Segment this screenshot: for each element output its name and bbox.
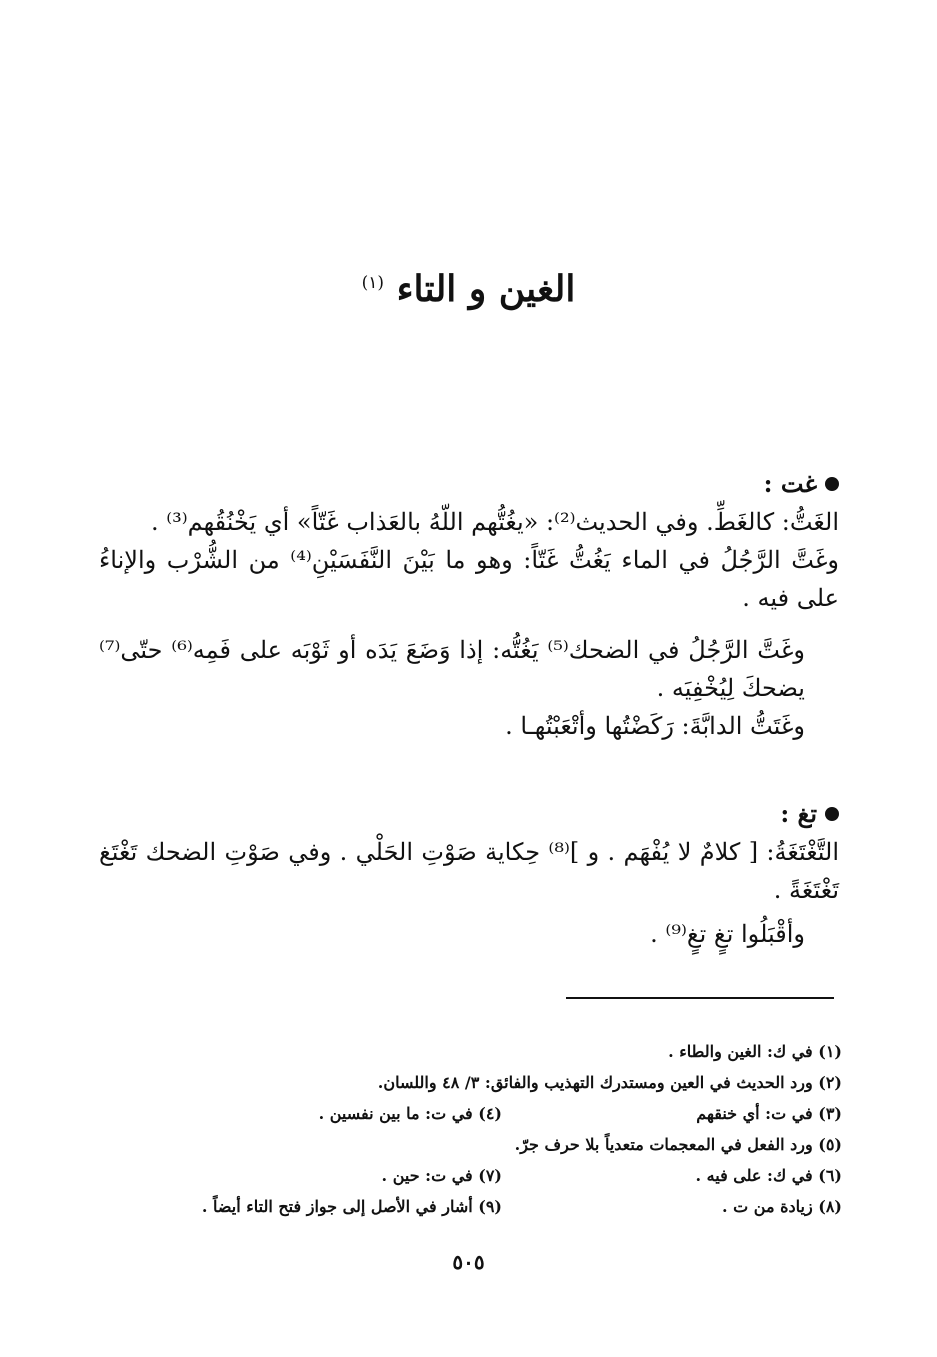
- entry-line: وغَتَّ الرَّجُلُ في الماء يَغُتُّ غَتّاً: وهو ما بَيْنَ النَّفَسَيْنِ⁽⁴⁾ من الشُّرْب والإناءُ على فيه .: [99, 546, 840, 612]
- entry-line: وغَتَتُّ الدابَّةَ: رَكَضْتُها وأتْعَبْتُهـا .: [505, 712, 805, 740]
- footnote: (٦) في ك: على فيه .: [695, 1166, 842, 1185]
- entry-line: وغَتَّ الرَّجُلُ في الضحك⁽⁵⁾ يَغُتُّه: إذا وَضَعَ يَدَه أو ثَوْبَه على فَمِه⁽⁶⁾ حتّى⁽⁷⁾ يضحكَ لِيُخْفِيَه .: [99, 636, 806, 702]
- page-number: ٥٠٥: [452, 1250, 485, 1274]
- footnote: (٧) في ت: حين .: [381, 1166, 502, 1185]
- page-title: [0, 268, 937, 310]
- footnote: (٢) ورد الحديث في العين ومستدرك التهذيب والفائق: ٣/ ٤٨ واللسان.: [377, 1073, 842, 1092]
- bullet-icon: [825, 807, 839, 821]
- title-footnote-ref: (١): [361, 273, 385, 293]
- footnote: (٤) في ت: ما بين نفسين .: [318, 1104, 502, 1123]
- footnote-row: [92, 1129, 842, 1160]
- footnote-row: [92, 1160, 842, 1191]
- entry-line: الغَتُّ: كالغَطِّ. وفي الحديث⁽²⁾: «يغُتُّهم اللّهُ بالعَذاب غَتّاً» أي يَخْنُقُهم⁽³⁾ .: [150, 508, 839, 536]
- footnote-row: [92, 1036, 842, 1067]
- entry-ght: [99, 465, 839, 745]
- entry-line: وأقْبَلُوا تغٍ تغٍ⁽⁹⁾ .: [650, 920, 805, 948]
- entry-tagh: [99, 795, 839, 953]
- footnote: (٣) في ت: أي خنقهم: [696, 1104, 842, 1123]
- footnote-row: [92, 1098, 842, 1129]
- footnotes: [92, 1036, 842, 1222]
- entry-heading-text: تغ :: [780, 799, 817, 828]
- footnote: (٥) ورد الفعل في المعجمات متعدياً بلا حرف جرّ.: [514, 1135, 842, 1154]
- footnote-row: [92, 1191, 842, 1222]
- entry-heading: [99, 465, 839, 503]
- entry-line: التَّغْتَغَةُ: [ كلامٌ لا يُفْهَم . و ]⁽⁸⁾ حِكاية صَوْتِ الحَلْي . وفي صَوْتِ الضحك تَغْتَغ تَغْتَغَةً .: [99, 838, 839, 904]
- footnote: (١) في ك: الغين والطاء .: [668, 1042, 842, 1061]
- title-text: الغين و التاء: [396, 268, 576, 310]
- footnote: (٩) أشار في الأصل إلى جواز فتح التاء أيضاً .: [201, 1197, 502, 1216]
- entry-heading: [99, 795, 839, 833]
- footnote-divider: [566, 997, 834, 999]
- footnote: (٨) زيادة من ت .: [722, 1197, 842, 1216]
- entry-heading-text: غت :: [763, 469, 817, 498]
- bullet-icon: [825, 477, 839, 491]
- footnote-row: [92, 1067, 842, 1098]
